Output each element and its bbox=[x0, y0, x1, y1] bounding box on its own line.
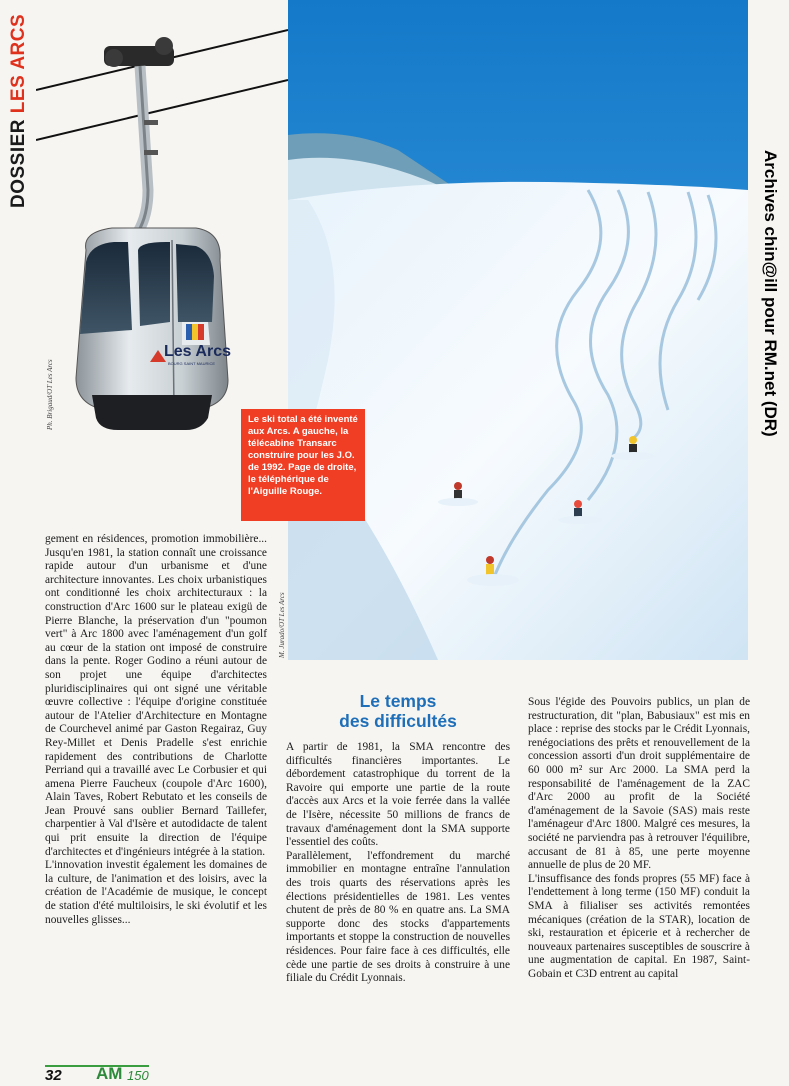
heading-line-1: Le temps bbox=[359, 691, 437, 711]
archives-watermark bbox=[752, 150, 788, 520]
photo-credit-cabin: Ph. Brigaud/OT Les Arcs bbox=[46, 359, 54, 430]
paragraph: L'innovation investit également les domaines de la culture, de l'animation et des loisirs, avec la création de l'Académie de musique, le concept de station d'été multiloisirs, le ski évolutif et les nouvelles glisses... bbox=[45, 859, 267, 926]
text-column-3 bbox=[528, 696, 750, 981]
paragraph: L'insuffisance des fonds propres (55 MF) face à l'endettement à long terme (150 MF) conduit la SMA à filialiser ses activités remontées mécaniques (création de la STAR), location de ski, restauration et épicerie et à rechercher de nouveaux partenaires susceptibles de souscrire à une augmentation de capital. En 1987, Saint-Gobain et C3D entrent au capital bbox=[528, 872, 750, 980]
photo-caption: Le ski total a été inventé aux Arcs. A gauche, la télécabine Transarc construire pour les J.O. de 1992. Page de droite, le téléphérique de l'Aiguille Rouge. bbox=[241, 409, 365, 521]
section-heading bbox=[286, 691, 510, 731]
dossier-topic: LES ARCS bbox=[8, 13, 29, 114]
page-number: 32 bbox=[45, 1067, 62, 1084]
paragraph: gement en résidences, promotion immobilière... Jusqu'en 1981, la station connaît une croissance rapide autour d'un urbanisme et d'une architecture innovantes. Les choix urbanistiques ont conditionné les choix architecturaux : la construction d'Arc 1600 sur le plateau exigü de Pierre Blanche, la préservation d'un "poumon vert" à Arc 1800 avec l'aménagement d'un golf au cœur de la station ont imposé de construire dans la pente. Roger Godino a réuni autour de son projet une équipe d'architectes pluridisciplinaires qui ont signé une véritable œuvre collective : l'équipe d'origine constituée autour de l'Atelier d'Architecture en Montagne de Courchevel animé par Gaston Regairaz, Guy Rey-Millet et Denis Pradelle s'est enrichie rapidement des contributions de Charlotte Perriand qui a travaillé avec Le Corbusier et qui amena Pierre Faucheux (coupole d'Arc 1600), Alain Taves, Robert Rebutato et les conseils de Jean Prouvé sans oublier Bernard Taillefer, charpentier à Val d'Isère et autodidacte de talent qui prit ensuite la direction de l'équipe d'architectes et d'ingénieurs intégrée à la station. bbox=[45, 533, 267, 858]
heading-line-2: des difficultés bbox=[339, 711, 457, 731]
magazine-logo: AM bbox=[96, 1064, 123, 1083]
archives-text: Archives chin@ill pour RM.net (DR) bbox=[761, 150, 780, 437]
text-column-2 bbox=[286, 741, 510, 986]
paragraph: A partir de 1981, la SMA rencontre des difficultés financières importantes. Le débordement catastrophique du torrent de la Ravoire qui emporte une partie de la route d'accès aux Arcs et la voie ferrée dans la vallée de l'Isère, nécessite 50 millions de francs de travaux d'aménagement dont la SMA supporte l'essentiel des coûts. bbox=[286, 741, 510, 849]
photo-credit-ski: M. Jurado/OT Les Arcs bbox=[278, 592, 286, 658]
paragraph: Sous l'égide des Pouvoirs publics, un plan de restructuration, dit "plan, Babusiaux" est mis en place : reprise des stocks par le Crédit Lyonnais, renégociations des prêts et renouvellement de la concession assorti d'un droit supplémentaire de 60 000 m² sur Arc 2000. La SMA perd la responsabilité de l'aménagement de la ZAC d'Arc 2000 au profit de la Société d'aménagement de la Savoie (SAS) mais reste l'aménageur d'Arc 1800. Malgré ces mesures, la société ne parviendra pas à retrouver l'équilibre, accusant de 81 à 85, une perte moyenne annuelle de plus de 20 MF. bbox=[528, 696, 750, 872]
paragraph: Parallèlement, l'effondrement du marché immobilier en montagne entraîne l'annulation des trois quarts des réservations après les élections présidentielles de 1981. Les ventes chutent de près de 80 % en quatre ans. La SMA supporte donc des stocks d'appartements importants et stoppe la construction de nouvelles résidences. Pour faire face à ces difficultés, elle cède une partie de ses droits à construire à une filiale du Crédit Lyonnais. bbox=[286, 849, 510, 985]
cabin-logo-subtext: BOURG SAINT MAURICE bbox=[168, 361, 216, 366]
gondola-cabin-photo bbox=[36, 0, 288, 440]
magazine-issue: 150 bbox=[127, 1068, 149, 1083]
text-column-1 bbox=[45, 533, 267, 927]
ski-slope-photo bbox=[288, 0, 748, 660]
dossier-tag bbox=[4, 8, 34, 208]
dossier-label: DOSSIER bbox=[8, 118, 29, 208]
cabin-logo-text: Les Arcs bbox=[164, 343, 231, 360]
